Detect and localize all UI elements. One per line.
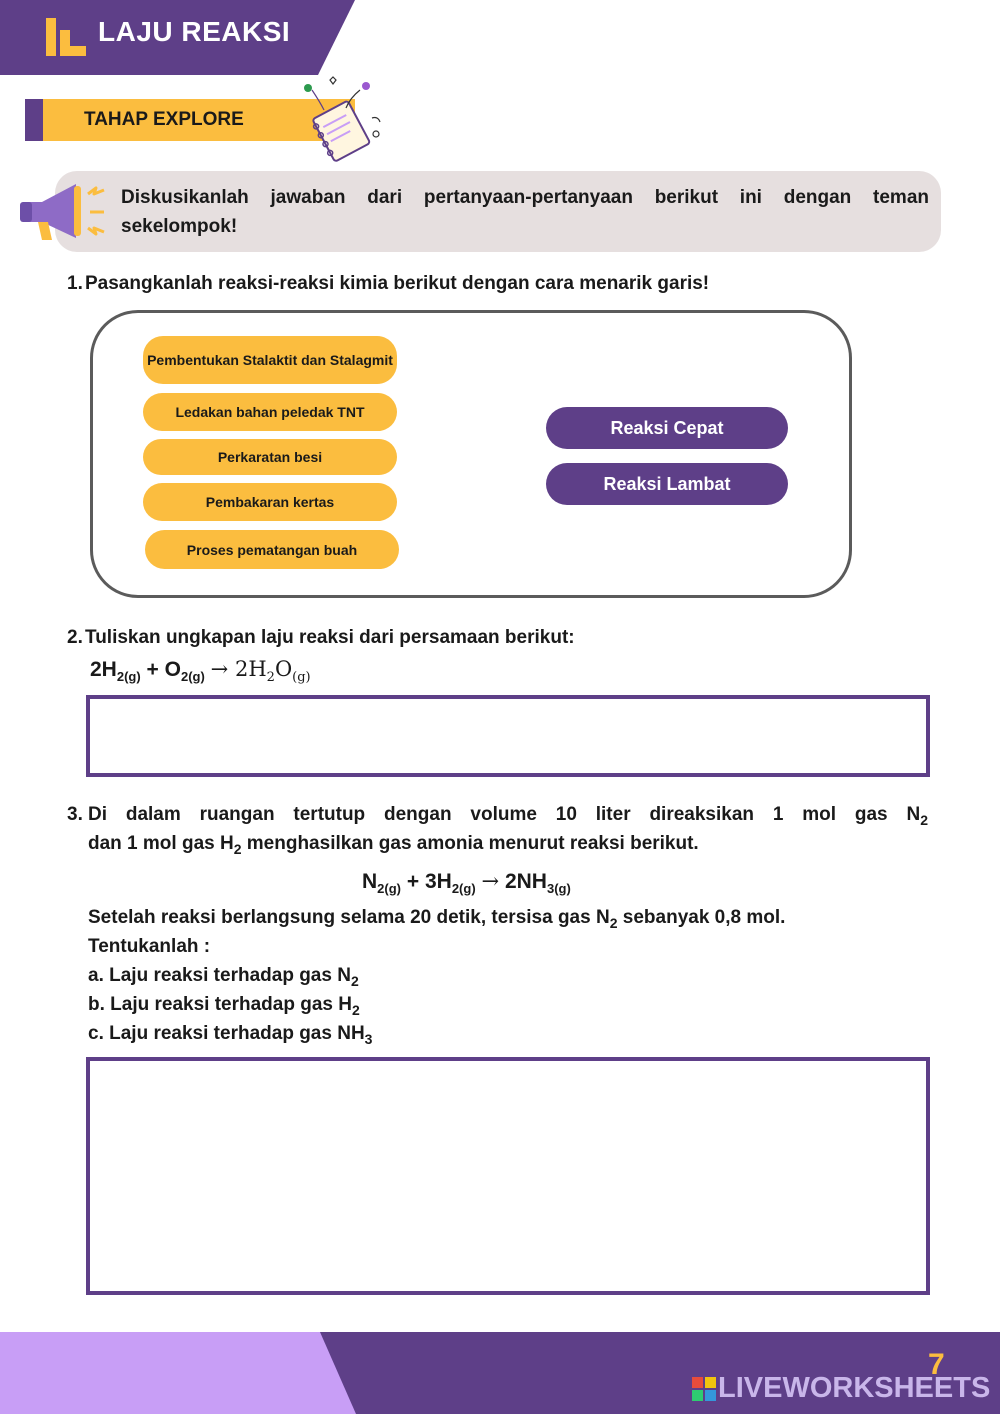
page-number: 7 [928, 1348, 945, 1381]
q2-number: 2. [67, 627, 83, 648]
q1-number: 1. [67, 273, 83, 294]
q3-line3: Setelah reaksi berlangsung selama 20 detik, tersisa gas $N_2$ sebanyak 0,8 mol. [88, 907, 786, 931]
match-item-tnt[interactable]: Ledakan bahan peledak TNT [143, 393, 397, 431]
match-item-pembakaran[interactable]: Pembakaran kertas [143, 483, 397, 521]
q3-line4: Tentukanlah : [88, 936, 211, 957]
target-reaksi-lambat[interactable]: Reaksi Lambat [546, 463, 788, 505]
stage-accent [25, 99, 43, 141]
notebook-doodle-icon [290, 72, 390, 164]
q3-line1: Di dalam ruangan tertutup dengan volume 10 liter direaksikan 1 mol gas $N_2$ [88, 804, 928, 828]
instruction-text: Diskusikanlah jawaban dari pertanyaan-pertanyaan berikut ini dengan teman sekelompok! [121, 187, 929, 237]
q2-equation: $2H_{2(g)} + O_{2(g)} \to 2H_2O_{(g)}$ [90, 657, 311, 686]
matching-box [90, 310, 852, 598]
q3-number: 3. [67, 804, 83, 825]
q1-text: Pasangkanlah reaksi-reaksi kimia berikut dengan cara menarik garis! [85, 273, 710, 294]
match-item-stalaktit[interactable]: Pembentukan Stalaktit dan Stalagmit [143, 336, 397, 384]
megaphone-icon [16, 176, 120, 248]
q3-item-a: a. Laju reaksi terhadap gas $N_2$ [88, 965, 359, 989]
q2-answer-box[interactable] [86, 695, 930, 777]
q3-item-c: c. Laju reaksi terhadap gas $NH_3$ [88, 1023, 373, 1047]
match-item-perkaratan[interactable]: Perkaratan besi [143, 439, 397, 475]
stage-label: TAHAP EXPLORE [84, 109, 244, 130]
q3-item-b: b. Laju reaksi terhadap gas $H_2$ [88, 994, 360, 1018]
match-item-pematangan[interactable]: Proses pematangan buah [145, 530, 399, 569]
q3-line2: dan 1 mol gas $H_2$ menghasilkan gas amonia menurut reaksi berikut. [88, 833, 699, 857]
q3-answer-box[interactable] [86, 1057, 930, 1295]
q3-equation: $N_{2(g)} + 3H_{2(g)} \to 2NH_{3(g)}$ [362, 869, 571, 897]
target-reaksi-cepat[interactable]: Reaksi Cepat [546, 407, 788, 449]
q2-text: Tuliskan ungkapan laju reaksi dari persamaan berikut: [85, 627, 575, 648]
brand-text: LIVEWORKSHEETS [718, 1372, 991, 1404]
page-title: LAJU REAKSI [98, 16, 291, 47]
logo-icon [44, 16, 90, 58]
liveworksheets-logo-icon [692, 1377, 716, 1401]
